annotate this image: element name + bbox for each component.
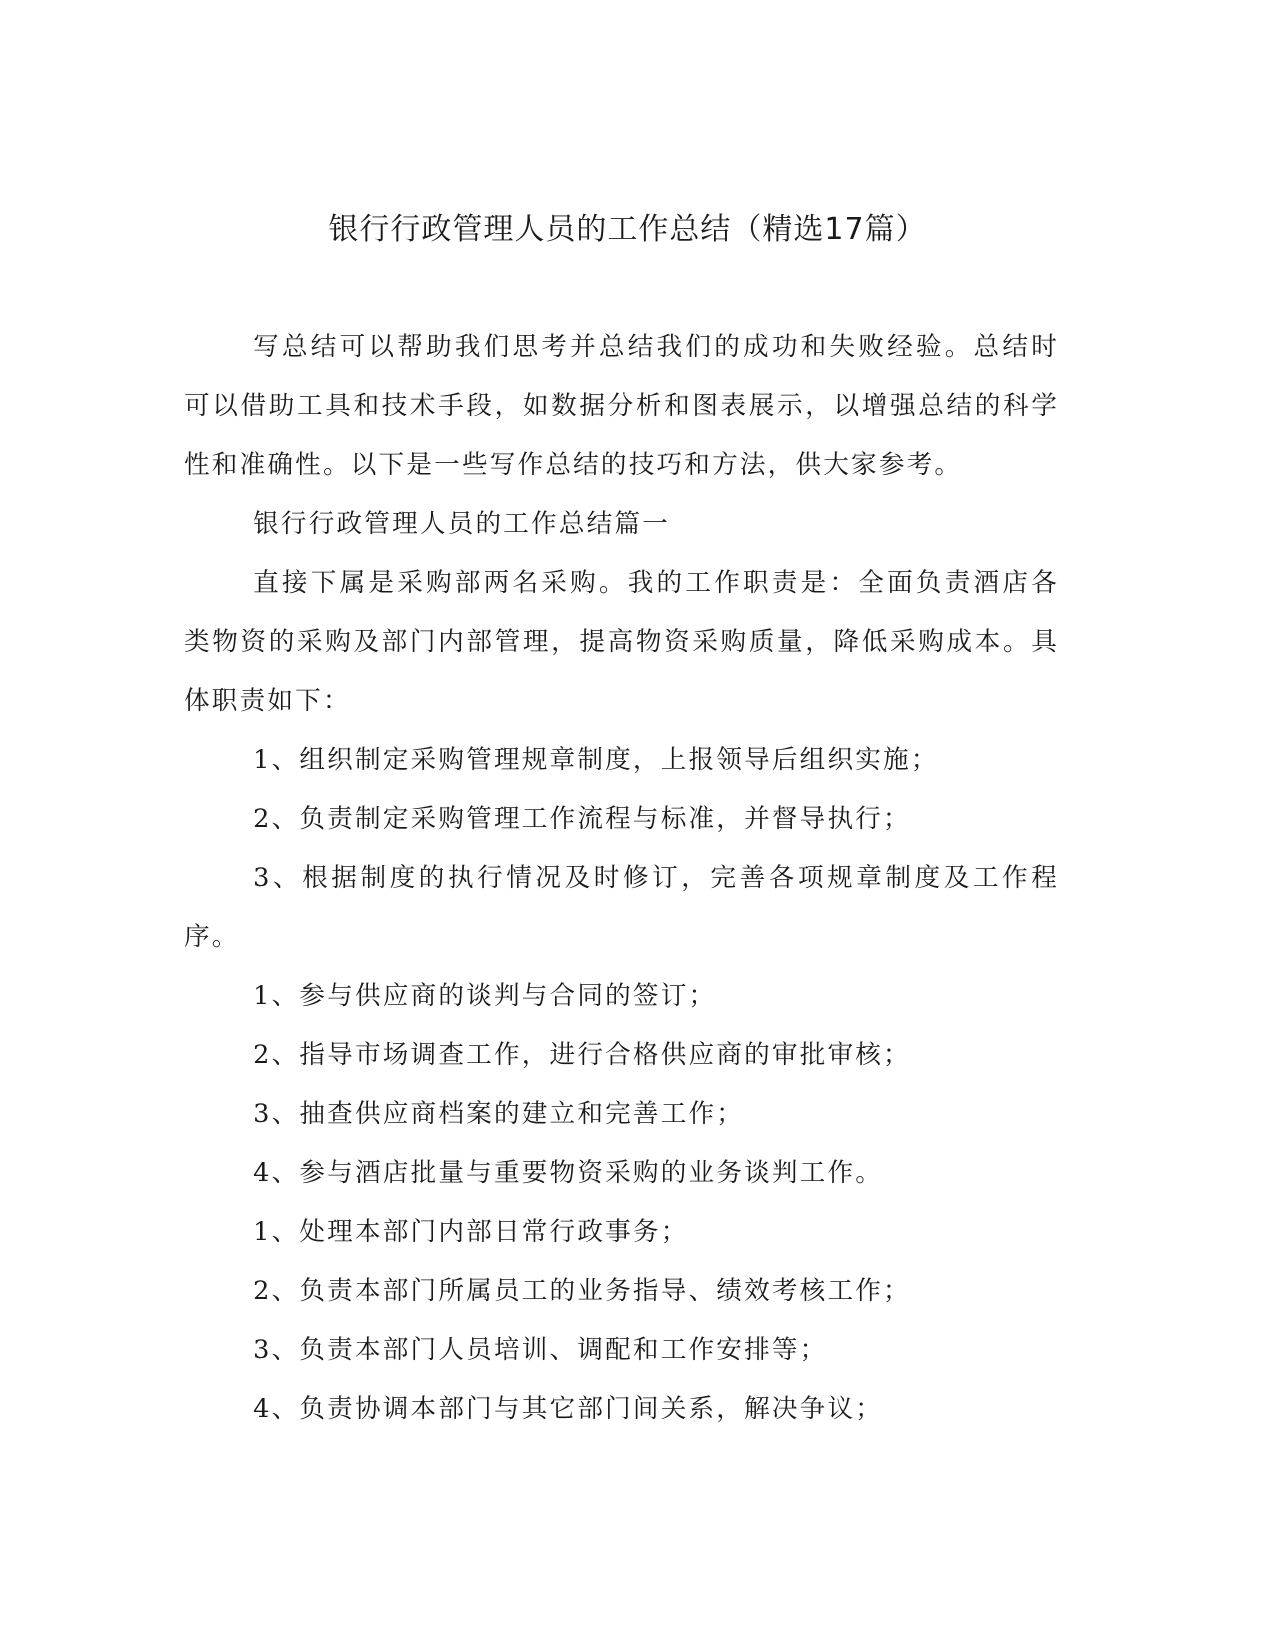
duties-paragraph: 直接下属是采购部两名采购。我的工作职责是：全面负责酒店各类物资的采购及部门内部管理，提高物资采购质量，降低采购成本。具体职责如下： <box>184 568 1059 716</box>
section-heading: 银行行政管理人员的工作总结篇一 <box>253 509 671 539</box>
list-item: 3、根据制度的执行情况及时修订，完善各项规章制度及工作程序。 <box>184 863 1059 952</box>
document-body <box>184 318 1059 1439</box>
list-item: 1、参与供应商的谈判与合同的签订； <box>253 981 717 1011</box>
list-item: 1、处理本部门内部日常行政事务； <box>253 1217 689 1247</box>
list-item: 2、负责制定采购管理工作流程与标准，并督导执行； <box>253 804 911 834</box>
list-item: 1、组织制定采购管理规章制度，上报领导后组织实施； <box>253 745 939 775</box>
list-item: 3、抽查供应商档案的建立和完善工作； <box>253 1099 745 1129</box>
list-item: 2、负责本部门所属员工的业务指导、绩效考核工作； <box>253 1276 911 1306</box>
list-item: 4、负责协调本部门与其它部门间关系，解决争议； <box>253 1394 884 1424</box>
list-item: 4、参与酒店批量与重要物资采购的业务谈判工作。 <box>253 1158 884 1188</box>
list-item: 3、负责本部门人员培训、调配和工作安排等； <box>253 1335 828 1365</box>
document-title: 银行行政管理人员的工作总结（精选17篇） <box>328 212 927 247</box>
intro-paragraph: 写总结可以帮助我们思考并总结我们的成功和失败经验。总结时可以借助工具和技术手段，如数据分析和图表展示，以增强总结的科学性和准确性。以下是一些写作总结的技巧和方法，供大家参考。 <box>184 332 1059 480</box>
list-item: 2、指导市场调查工作，进行合格供应商的审批审核； <box>253 1040 911 1070</box>
